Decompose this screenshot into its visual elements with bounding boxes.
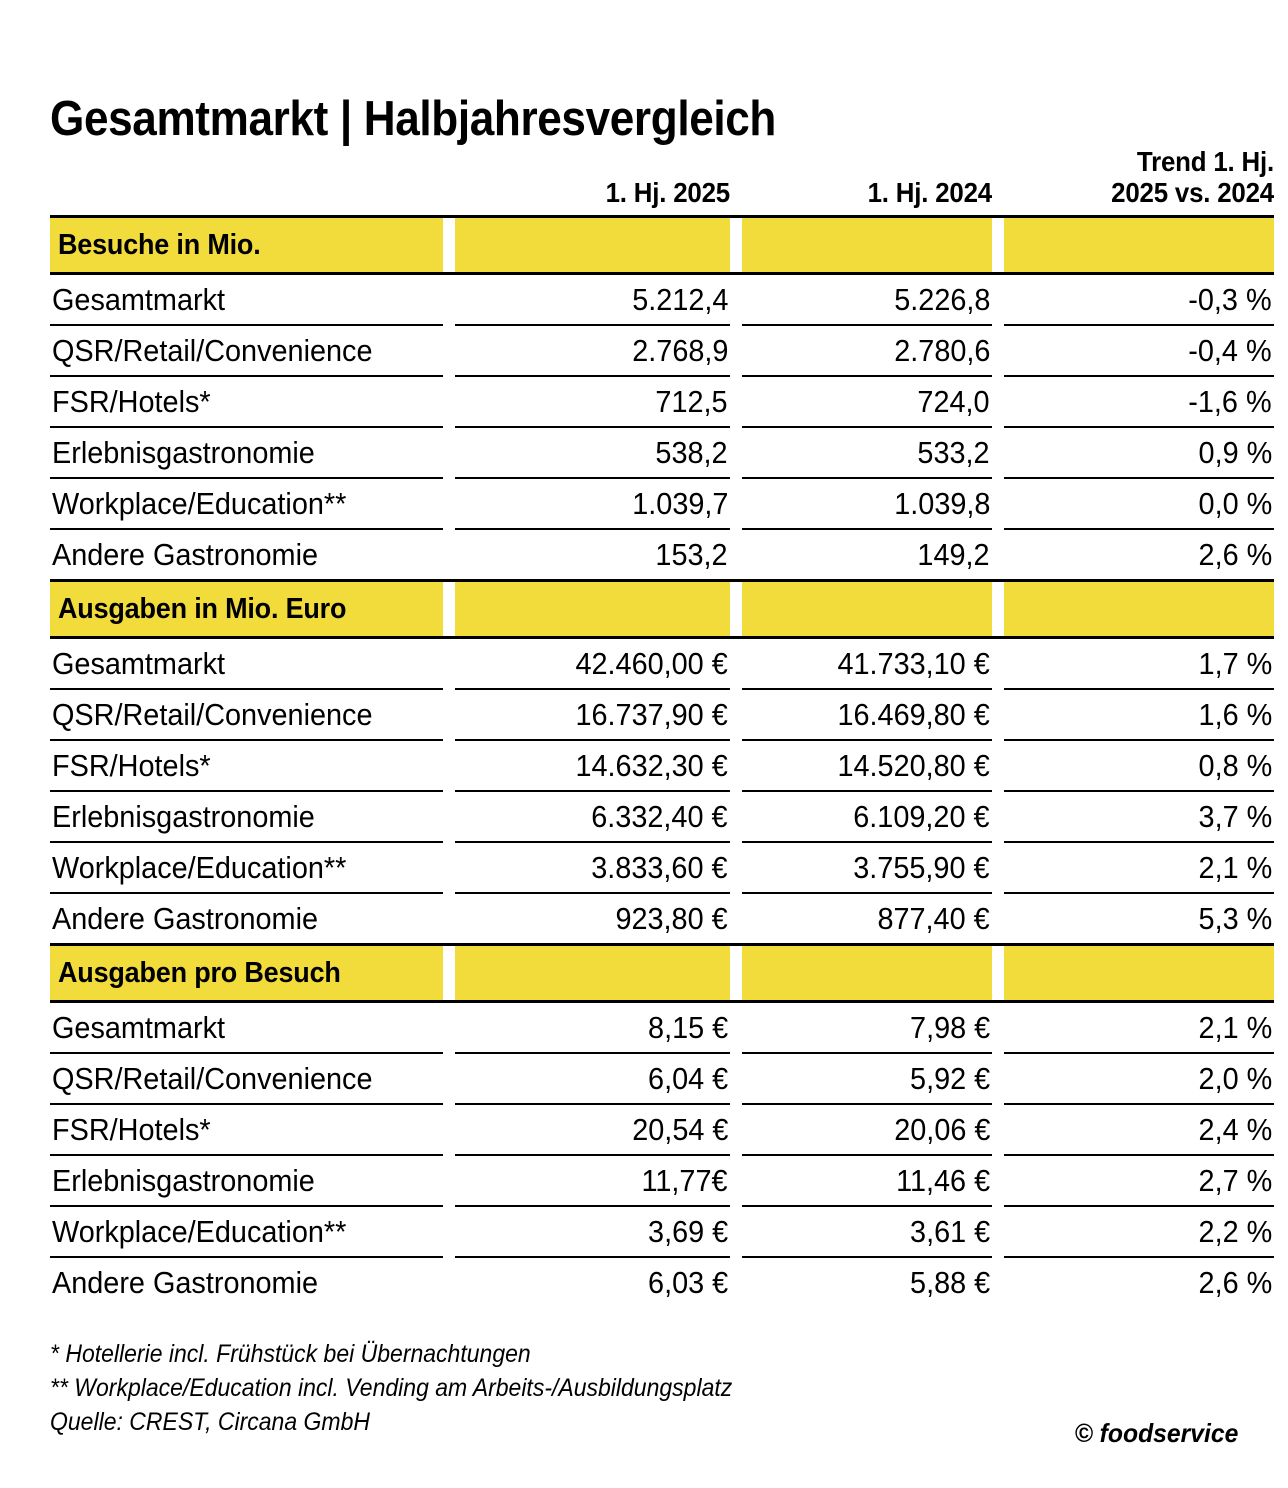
cell-value-2025-text: 16.737,90 € xyxy=(575,697,728,733)
column-gap xyxy=(443,1257,455,1307)
cell-value-2025-text: 3,69 € xyxy=(647,1214,728,1250)
column-header-2024 xyxy=(757,146,992,217)
cell-trend xyxy=(1004,1155,1274,1206)
cell-value-2025 xyxy=(455,1257,730,1307)
column-gap xyxy=(992,689,1004,740)
cell-trend-text: 2,6 % xyxy=(1198,537,1272,573)
column-gap xyxy=(443,581,455,638)
cell-value-2025-text: 923,80 € xyxy=(615,901,728,937)
cell-value-2025-text: 8,15 € xyxy=(647,1010,728,1046)
cell-value-2024-text: 877,40 € xyxy=(877,901,990,937)
cell-value-2024 xyxy=(742,1053,992,1104)
footnote-1: * Hotellerie incl. Frühstück bei Übernachtungen xyxy=(50,1340,531,1368)
column-gap xyxy=(992,1002,1004,1054)
cell-trend-text: 1,7 % xyxy=(1198,646,1272,682)
column-gap xyxy=(730,325,742,376)
column-gap xyxy=(730,1104,742,1155)
column-header-2025 xyxy=(472,146,731,217)
column-gap xyxy=(730,1053,742,1104)
copyright-credit xyxy=(1066,1418,1238,1449)
row-label xyxy=(50,689,443,740)
column-header-label xyxy=(74,146,443,217)
cell-value-2025-text: 538,2 xyxy=(655,435,728,471)
column-gap xyxy=(443,478,455,529)
row-label-text: Workplace/Education** xyxy=(52,1214,347,1250)
row-label-text: Gesamtmarkt xyxy=(52,1010,226,1046)
cell-value-2025 xyxy=(455,1155,730,1206)
row-label xyxy=(50,1002,443,1054)
cell-trend xyxy=(1004,791,1274,842)
cell-value-2024 xyxy=(742,791,992,842)
column-gap xyxy=(730,740,742,791)
column-gap xyxy=(443,1206,455,1257)
cell-value-2024-text: 5.226,8 xyxy=(893,282,990,318)
cell-value-2025 xyxy=(455,529,730,581)
cell-trend-text: 2,7 % xyxy=(1198,1163,1272,1199)
cell-value-2024-text: 5,88 € xyxy=(909,1265,990,1301)
section-heading-text: Ausgaben in Mio. Euro xyxy=(58,592,347,625)
footnote-2: ** Workplace/Education incl. Vending am Arbeits-/Ausbildungsplatz xyxy=(50,1373,733,1402)
column-gap xyxy=(443,1155,455,1206)
cell-trend xyxy=(1004,478,1274,529)
cell-trend xyxy=(1004,376,1274,427)
column-gap xyxy=(730,1206,742,1257)
cell-value-2025-text: 14.632,30 € xyxy=(575,748,728,784)
table-row xyxy=(50,1206,1274,1257)
row-label xyxy=(50,893,443,945)
cell-trend-text: 2,6 % xyxy=(1198,1265,1272,1301)
cell-trend-text: 2,2 % xyxy=(1198,1214,1272,1250)
column-gap xyxy=(730,427,742,478)
row-label xyxy=(50,638,443,690)
footnote-source: Quelle: CREST, Circana GmbH xyxy=(50,1407,370,1436)
row-label xyxy=(50,478,443,529)
column-gap xyxy=(730,638,742,690)
row-label-text: QSR/Retail/Convenience xyxy=(52,1061,373,1097)
section-header-fill xyxy=(455,217,730,274)
cell-value-2024-text: 41.733,10 € xyxy=(837,646,990,682)
comparison-table xyxy=(50,146,1274,1307)
cell-value-2025 xyxy=(455,638,730,690)
row-label xyxy=(50,1104,443,1155)
column-gap xyxy=(443,274,455,326)
column-gap xyxy=(992,1053,1004,1104)
table-row xyxy=(50,325,1274,376)
section-heading xyxy=(50,581,443,638)
cell-value-2024 xyxy=(742,689,992,740)
section-header-row xyxy=(50,217,1274,274)
cell-trend xyxy=(1004,1206,1274,1257)
cell-trend xyxy=(1004,325,1274,376)
cell-value-2025 xyxy=(455,376,730,427)
cell-trend-text: 0,8 % xyxy=(1198,748,1272,784)
column-gap xyxy=(992,791,1004,842)
cell-trend-text: 1,6 % xyxy=(1198,697,1272,733)
table-row xyxy=(50,740,1274,791)
cell-value-2024 xyxy=(742,1002,992,1054)
cell-value-2025 xyxy=(455,478,730,529)
column-gap xyxy=(443,740,455,791)
column-gap xyxy=(992,581,1004,638)
table-row xyxy=(50,427,1274,478)
cell-trend-text: 5,3 % xyxy=(1198,901,1272,937)
column-header-trend-line2: 2025 vs. 2024 xyxy=(1111,177,1274,209)
cell-value-2024 xyxy=(742,638,992,690)
cell-trend xyxy=(1004,1002,1274,1054)
section-header-row xyxy=(50,945,1274,1002)
cell-value-2024-text: 533,2 xyxy=(917,435,990,471)
cell-trend-text: -0,3 % xyxy=(1188,282,1272,318)
column-gap xyxy=(443,529,455,581)
column-gap xyxy=(992,274,1004,326)
row-label xyxy=(50,1155,443,1206)
section-header-fill xyxy=(455,581,730,638)
column-header-row xyxy=(50,146,1274,217)
table-row xyxy=(50,1104,1274,1155)
cell-value-2025-text: 6.332,40 € xyxy=(591,799,728,835)
column-gap xyxy=(730,376,742,427)
table-row xyxy=(50,791,1274,842)
cell-value-2024-text: 3,61 € xyxy=(909,1214,990,1250)
cell-value-2025-text: 2.768,9 xyxy=(631,333,728,369)
cell-value-2024-text: 2.780,6 xyxy=(893,333,990,369)
column-gap xyxy=(730,529,742,581)
cell-value-2024 xyxy=(742,1155,992,1206)
cell-value-2024 xyxy=(742,1104,992,1155)
cell-trend xyxy=(1004,740,1274,791)
row-label-text: Andere Gastronomie xyxy=(52,1265,319,1301)
row-label xyxy=(50,740,443,791)
cell-trend xyxy=(1004,1053,1274,1104)
column-gap xyxy=(730,791,742,842)
column-gap xyxy=(444,146,455,217)
column-gap xyxy=(730,893,742,945)
column-gap xyxy=(730,1257,742,1307)
column-gap xyxy=(730,1155,742,1206)
table-body xyxy=(50,217,1274,1308)
row-label-text: Workplace/Education** xyxy=(52,850,347,886)
column-gap xyxy=(730,945,742,1002)
column-header-2025-text: 1. Hj. 2025 xyxy=(605,177,730,209)
row-label xyxy=(50,1257,443,1307)
row-label-text: Erlebnisgastronomie xyxy=(52,1163,315,1199)
column-gap xyxy=(730,478,742,529)
cell-value-2024-text: 149,2 xyxy=(917,537,990,573)
cell-trend xyxy=(1004,529,1274,581)
column-gap xyxy=(730,689,742,740)
column-gap xyxy=(992,740,1004,791)
row-label-text: FSR/Hotels* xyxy=(52,748,211,784)
row-label-text: Erlebnisgastronomie xyxy=(52,799,315,835)
row-label-text: Andere Gastronomie xyxy=(52,901,319,937)
cell-value-2025 xyxy=(455,1053,730,1104)
column-gap xyxy=(992,945,1004,1002)
section-heading-text: Besuche in Mio. xyxy=(58,228,261,261)
cell-value-2024 xyxy=(742,427,992,478)
cell-value-2024-text: 16.469,80 € xyxy=(837,697,990,733)
cell-value-2024-text: 20,06 € xyxy=(893,1112,990,1148)
column-gap xyxy=(443,842,455,893)
column-header-2024-text: 1. Hj. 2024 xyxy=(867,177,992,209)
section-heading xyxy=(50,217,443,274)
row-label-text: QSR/Retail/Convenience xyxy=(52,697,373,733)
footnotes xyxy=(50,1338,792,1439)
row-label xyxy=(50,842,443,893)
column-gap xyxy=(992,529,1004,581)
cell-value-2025 xyxy=(455,893,730,945)
row-label xyxy=(50,274,443,326)
cell-trend-text: -1,6 % xyxy=(1188,384,1272,420)
cell-value-2025-text: 11,77€ xyxy=(641,1163,728,1199)
cell-value-2025-text: 712,5 xyxy=(655,384,728,420)
column-gap xyxy=(443,376,455,427)
cell-value-2024 xyxy=(742,529,992,581)
cell-trend xyxy=(1004,689,1274,740)
cell-trend-text: -0,4 % xyxy=(1188,333,1272,369)
cell-value-2024 xyxy=(742,1257,992,1307)
cell-value-2025 xyxy=(455,791,730,842)
cell-value-2025-text: 6,03 € xyxy=(647,1265,728,1301)
cell-value-2025 xyxy=(455,740,730,791)
cell-value-2025-text: 6,04 € xyxy=(647,1061,728,1097)
column-gap xyxy=(443,1104,455,1155)
cell-value-2025-text: 5.212,4 xyxy=(631,282,728,318)
table-row xyxy=(50,638,1274,690)
cell-trend xyxy=(1004,1257,1274,1307)
table-row xyxy=(50,478,1274,529)
cell-trend xyxy=(1004,274,1274,326)
column-gap xyxy=(443,689,455,740)
cell-trend-text: 0,9 % xyxy=(1198,435,1272,471)
table-row xyxy=(50,529,1274,581)
column-gap xyxy=(992,893,1004,945)
cell-value-2025-text: 20,54 € xyxy=(631,1112,728,1148)
row-label-text: Andere Gastronomie xyxy=(52,537,319,573)
table-head xyxy=(50,146,1274,217)
table-row xyxy=(50,274,1274,326)
cell-value-2025 xyxy=(455,1002,730,1054)
table-row xyxy=(50,376,1274,427)
section-header-fill xyxy=(742,217,992,274)
cell-value-2024 xyxy=(742,1206,992,1257)
cell-trend-text: 2,4 % xyxy=(1198,1112,1272,1148)
cell-trend-text: 2,0 % xyxy=(1198,1061,1272,1097)
comparison-table-wrapper xyxy=(50,146,1274,1307)
row-label xyxy=(50,427,443,478)
row-label-text: Erlebnisgastronomie xyxy=(52,435,315,471)
page-title-right: Halbjahresvergleich xyxy=(363,91,777,146)
cell-value-2024-text: 6.109,20 € xyxy=(853,799,990,835)
column-gap xyxy=(443,893,455,945)
column-gap xyxy=(992,1104,1004,1155)
row-label xyxy=(50,325,443,376)
column-gap xyxy=(992,376,1004,427)
row-label xyxy=(50,376,443,427)
cell-trend xyxy=(1004,893,1274,945)
cell-trend-text: 3,7 % xyxy=(1198,799,1272,835)
row-label xyxy=(50,791,443,842)
column-gap xyxy=(992,842,1004,893)
cell-value-2025 xyxy=(455,274,730,326)
section-header-fill xyxy=(1004,945,1274,1002)
column-gap xyxy=(992,1257,1004,1307)
cell-value-2025 xyxy=(455,689,730,740)
section-header-fill xyxy=(455,945,730,1002)
row-label-text: QSR/Retail/Convenience xyxy=(52,333,373,369)
section-header-fill xyxy=(742,945,992,1002)
row-label-text: FSR/Hotels* xyxy=(52,384,211,420)
column-gap xyxy=(443,638,455,690)
cell-value-2024-text: 5,92 € xyxy=(909,1061,990,1097)
cell-trend xyxy=(1004,1104,1274,1155)
cell-value-2024 xyxy=(742,893,992,945)
table-row xyxy=(50,1053,1274,1104)
table-row xyxy=(50,689,1274,740)
column-gap xyxy=(992,325,1004,376)
column-gap xyxy=(730,842,742,893)
column-gap xyxy=(992,638,1004,690)
cell-value-2025-text: 42.460,00 € xyxy=(575,646,728,682)
cell-value-2025-text: 1.039,7 xyxy=(631,486,728,522)
section-header-fill xyxy=(742,581,992,638)
page-title xyxy=(50,91,777,146)
cell-value-2025 xyxy=(455,1206,730,1257)
cell-value-2025 xyxy=(455,325,730,376)
column-gap xyxy=(443,1002,455,1054)
cell-value-2024 xyxy=(742,842,992,893)
row-label-text: Workplace/Education** xyxy=(52,486,347,522)
table-row xyxy=(50,1257,1274,1307)
column-gap xyxy=(992,427,1004,478)
row-label-text: Gesamtmarkt xyxy=(52,646,226,682)
column-gap xyxy=(992,217,1004,274)
row-label-text: Gesamtmarkt xyxy=(52,282,226,318)
column-header-trend-line1: Trend 1. Hj. xyxy=(1136,146,1274,177)
page-title-left: Gesamtmarkt xyxy=(50,91,328,146)
cell-value-2025 xyxy=(455,427,730,478)
column-gap xyxy=(730,274,742,326)
column-gap xyxy=(443,217,455,274)
page-title-separator: | xyxy=(327,91,364,146)
column-header-trend xyxy=(1020,146,1274,217)
cell-value-2024 xyxy=(742,478,992,529)
column-gap xyxy=(443,325,455,376)
table-row xyxy=(50,842,1274,893)
section-heading-text: Ausgaben pro Besuch xyxy=(58,956,341,989)
column-gap xyxy=(730,1002,742,1054)
cell-trend xyxy=(1004,427,1274,478)
cell-value-2025 xyxy=(455,1104,730,1155)
copyright-credit-text: © foodservice xyxy=(1074,1418,1238,1448)
cell-value-2024-text: 7,98 € xyxy=(909,1010,990,1046)
cell-value-2024 xyxy=(742,274,992,326)
cell-value-2024 xyxy=(742,325,992,376)
cell-value-2024 xyxy=(742,740,992,791)
column-gap xyxy=(443,945,455,1002)
column-gap xyxy=(992,1206,1004,1257)
table-row xyxy=(50,893,1274,945)
cell-trend-text: 2,1 % xyxy=(1198,850,1272,886)
cell-trend xyxy=(1004,842,1274,893)
table-row xyxy=(50,1155,1274,1206)
cell-value-2025-text: 3.833,60 € xyxy=(591,850,728,886)
cell-value-2024-text: 3.755,90 € xyxy=(853,850,990,886)
cell-value-2025 xyxy=(455,842,730,893)
column-gap xyxy=(443,427,455,478)
column-gap xyxy=(730,217,742,274)
row-label xyxy=(50,529,443,581)
column-gap xyxy=(731,146,742,217)
section-header-fill xyxy=(1004,581,1274,638)
column-gap xyxy=(443,791,455,842)
cell-value-2024-text: 14.520,80 € xyxy=(837,748,990,784)
cell-trend-text: 0,0 % xyxy=(1198,486,1272,522)
table-row xyxy=(50,1002,1274,1054)
column-gap xyxy=(992,478,1004,529)
cell-trend-text: 2,1 % xyxy=(1198,1010,1272,1046)
section-header-row xyxy=(50,581,1274,638)
cell-value-2024 xyxy=(742,376,992,427)
row-label xyxy=(50,1206,443,1257)
row-label-text: FSR/Hotels* xyxy=(52,1112,211,1148)
column-gap xyxy=(730,581,742,638)
section-header-fill xyxy=(1004,217,1274,274)
column-gap xyxy=(992,1155,1004,1206)
column-gap xyxy=(993,146,1004,217)
cell-value-2024-text: 11,46 € xyxy=(895,1163,990,1199)
column-gap xyxy=(443,1053,455,1104)
section-heading xyxy=(50,945,443,1002)
row-label xyxy=(50,1053,443,1104)
cell-value-2024-text: 1.039,8 xyxy=(893,486,990,522)
cell-value-2024-text: 724,0 xyxy=(917,384,990,420)
cell-trend xyxy=(1004,638,1274,690)
cell-value-2025-text: 153,2 xyxy=(655,537,728,573)
